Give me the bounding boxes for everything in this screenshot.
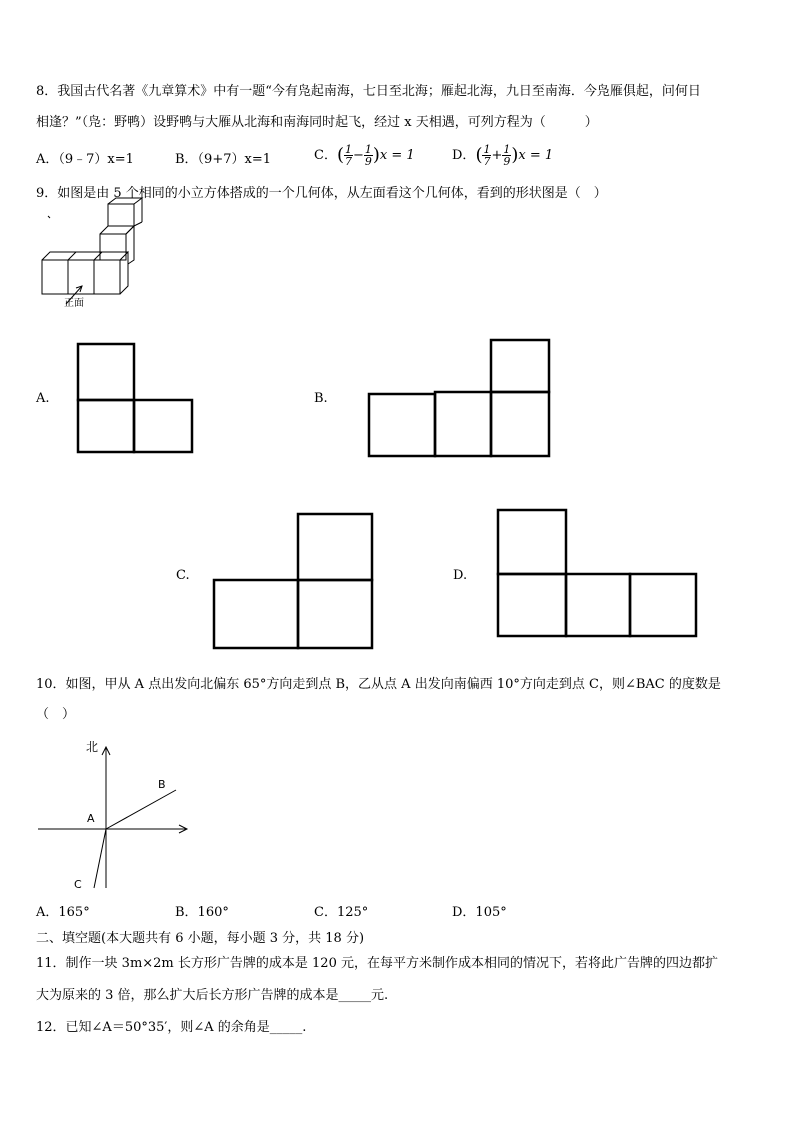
q8-line2: 相逢？”（凫：野鸭）设野鸭与大雁从北海和南海同时起飞，经过 x 天相遇，可列方程为（ ） xyxy=(36,115,598,130)
q8-option-c: C．( $\frac{1}{7}$ − $\frac{1}{9}$ )x = 1 xyxy=(314,143,415,168)
q11-line2: 大为原来的 3 倍，那么扩大后长方形广告牌的成本是_____元. xyxy=(36,988,389,1003)
q9-option-c-shape xyxy=(212,512,376,652)
q8-c-frac2-den: 9 xyxy=(364,155,372,168)
point-b-label: B xyxy=(158,778,166,791)
q8-option-c-label: C． xyxy=(314,148,337,163)
q9-option-c-label: C. xyxy=(176,568,190,583)
q8-option-d-label: D． xyxy=(452,148,476,163)
q8-d-frac2-den: 9 xyxy=(503,155,511,168)
q8-c-frac1-den: 7 xyxy=(344,155,352,168)
q9-option-a-shape xyxy=(76,342,196,456)
q11-line1: 11．制作一块 3m×2m 长方形广告牌的成本是 120 元，在每平方米制作成本相同的情况下，若将此广告牌的四边都扩 xyxy=(36,956,718,971)
q8-line1: 8．我国古代名著《九章算术》中有一题“今有凫起南海，七日至北海；雁起北海，九日至南海．今凫雁俱起，问何日 xyxy=(36,84,701,99)
q8-c-frac1-num: 1 xyxy=(344,143,352,156)
cube-figure xyxy=(38,212,148,312)
q8-option-d: D．( $\frac{1}{7}$ + $\frac{1}{9}$ )x = 1 xyxy=(452,143,554,168)
direction-diagram xyxy=(36,738,196,894)
point-c-label: C xyxy=(74,878,82,891)
q9-option-a-label: A. xyxy=(36,391,50,406)
q10-option-a: A．165° xyxy=(36,905,90,920)
q9-option-b-label: B. xyxy=(314,391,328,406)
q10-option-c: C．125° xyxy=(314,905,369,920)
q8-c-frac2-num: 1 xyxy=(364,143,372,156)
q12-text: 12．已知∠A＝50°35′，则∠A 的余角是_____. xyxy=(36,1020,307,1035)
point-a-label: A xyxy=(87,812,95,825)
front-label: 正面 xyxy=(64,298,84,309)
q8-d-frac1-num: 1 xyxy=(483,143,491,156)
q9-option-b-shape xyxy=(367,338,555,460)
section-heading: 二、填空题(本大题共有 6 小题，每小题 3 分，共 18 分) xyxy=(36,931,365,946)
q8-d-frac2-num: 1 xyxy=(503,143,511,156)
q8-d-operator: + xyxy=(491,148,503,163)
q10-line2: （ ） xyxy=(36,707,76,722)
q10-line1: 10．如图，甲从 A 点出发向北偏东 65°方向走到点 B，乙从点 A 出发向南偏西 10°方向走到点 C，则∠BAC 的度数是 xyxy=(36,677,721,692)
q8-option-a: A．（9﹣7）x=1 xyxy=(36,152,134,167)
q8-c-tail: x = 1 xyxy=(379,148,415,163)
q9-option-d-label: D. xyxy=(453,568,468,583)
q10-option-d: D．105° xyxy=(452,905,507,920)
q8-d-tail: x = 1 xyxy=(518,148,554,163)
q10-option-b: B．160° xyxy=(175,905,229,920)
q9-option-d-shape xyxy=(496,508,702,640)
q8-c-operator: − xyxy=(352,148,364,163)
north-label: 北 xyxy=(86,740,99,754)
q8-d-frac1-den: 7 xyxy=(483,155,491,168)
q9-text: 9．如图是由 5 个相同的小立方体搭成的一个几何体，从左面看这个几何体，看到的形状图是（ ） xyxy=(36,186,607,201)
q8-option-b: B．（9+7）x=1 xyxy=(175,152,271,167)
